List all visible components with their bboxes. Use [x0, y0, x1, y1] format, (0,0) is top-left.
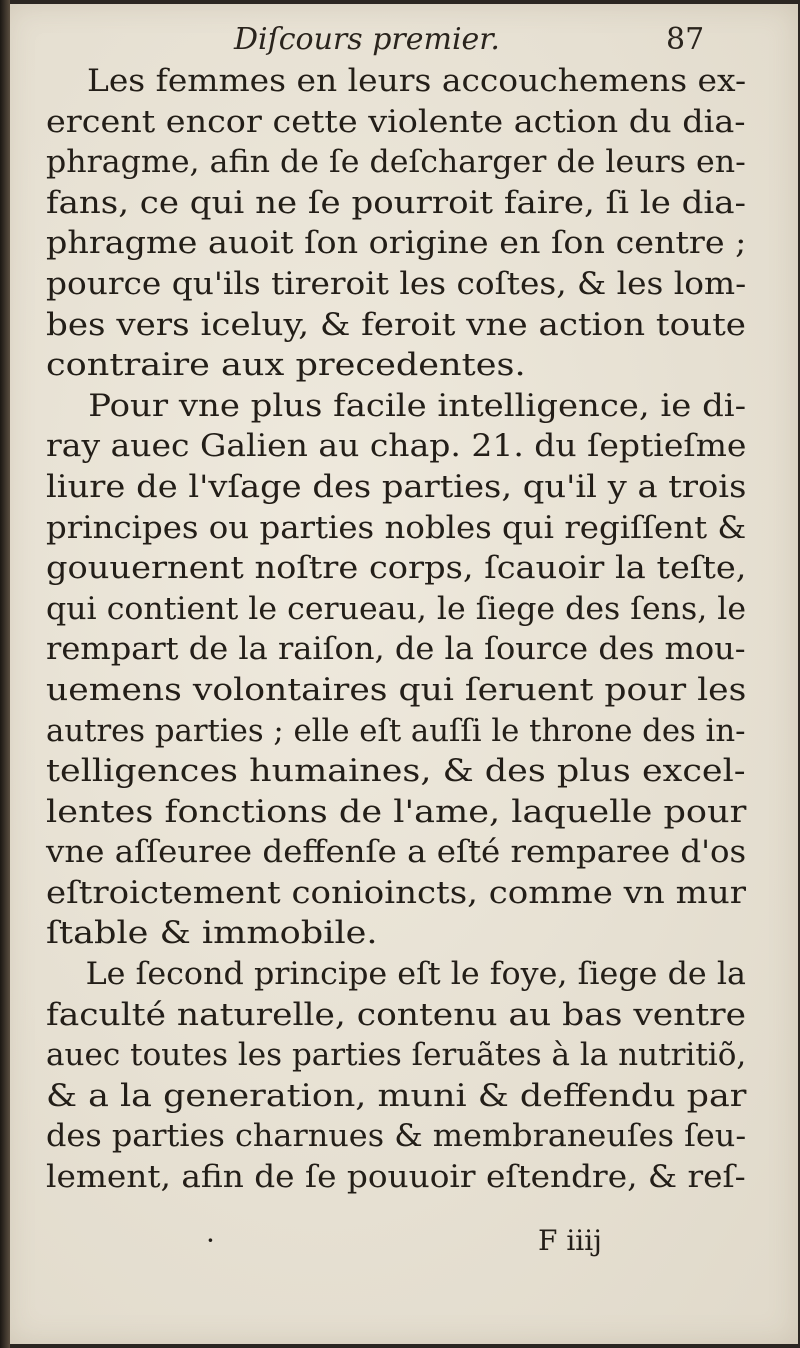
text-line: rempart de la raiſon, de la ſource des mou-	[46, 632, 746, 668]
text-line: contraire aux precedentes.	[46, 348, 526, 384]
text-line: eſtroictement conioincts, comme vn mur	[46, 875, 746, 911]
text-line: pource qu'ils tireroit les coſtes, & les lom-	[46, 266, 747, 302]
text-line: phragme, afin de ſe deſcharger de leurs en-	[46, 145, 746, 181]
running-title: Diſcours premier.	[234, 22, 500, 57]
text-line: ercent encor cette violente action du dia-	[46, 104, 746, 140]
text-line: Pour vne plus facile intelligence, ie di-	[88, 388, 747, 424]
text-line: & a la generation, muni & deffendu par	[46, 1078, 747, 1114]
text-line: bes vers iceluy, & feroit vne action toute	[46, 307, 746, 343]
text-line: faculté naturelle, contenu au bas ventre	[46, 997, 747, 1033]
text-line: phragme auoit ſon origine en ſon centre ;	[46, 226, 747, 262]
text-line: vne aſſeuree deffenſe a eſté remparee d'os	[46, 835, 747, 871]
text-line: principes ou parties nobles qui regiſſent &	[46, 510, 747, 546]
text-line: liure de l'vſage des parties, qu'il y a trois	[46, 469, 747, 505]
text-line: lentes fonctions de l'ame, laquelle pour	[46, 794, 747, 830]
text-line: fans, ce qui ne ſe pourroit faire, ſi le dia-	[46, 185, 747, 221]
footer-dot: ·	[206, 1224, 215, 1257]
book-page	[6, 4, 798, 1344]
page-footer	[6, 1224, 798, 1264]
text-line: lement, afin de ſe pouuoir eſtendre, & reſ-	[46, 1160, 746, 1196]
text-line: ſtable & immobile.	[46, 916, 378, 952]
text-line: auec toutes les parties ſeruãtes à la nutritiõ,	[46, 1038, 747, 1074]
page-header	[6, 22, 798, 66]
text-line: autres parties ; elle eſt auſſi le throne des in-	[46, 713, 746, 749]
text-line: telligences humaines, & des plus excel-	[46, 754, 746, 790]
text-line: ray auec Galien au chap. 21. du ſeptieſme	[46, 429, 747, 465]
body-text	[46, 62, 746, 1199]
signature-mark: F iiij	[538, 1224, 602, 1257]
text-line: des parties charnues & membraneuſes ſeu-	[46, 1119, 747, 1155]
page-number: 87	[666, 22, 705, 57]
text-line: Le ſecond principe eſt le foye, ſiege de la	[85, 957, 746, 993]
text-line: uemens volontaires qui ſeruent pour les	[46, 672, 747, 708]
text-line: Les femmes en leurs accouchemens ex-	[86, 64, 747, 99]
text-line: gouuernent noſtre corps, ſcauoir la teſte,	[46, 551, 747, 587]
text-line: qui contient le cerueau, le ſiege des ſens, le	[46, 591, 747, 627]
binding-edge	[0, 0, 10, 1348]
